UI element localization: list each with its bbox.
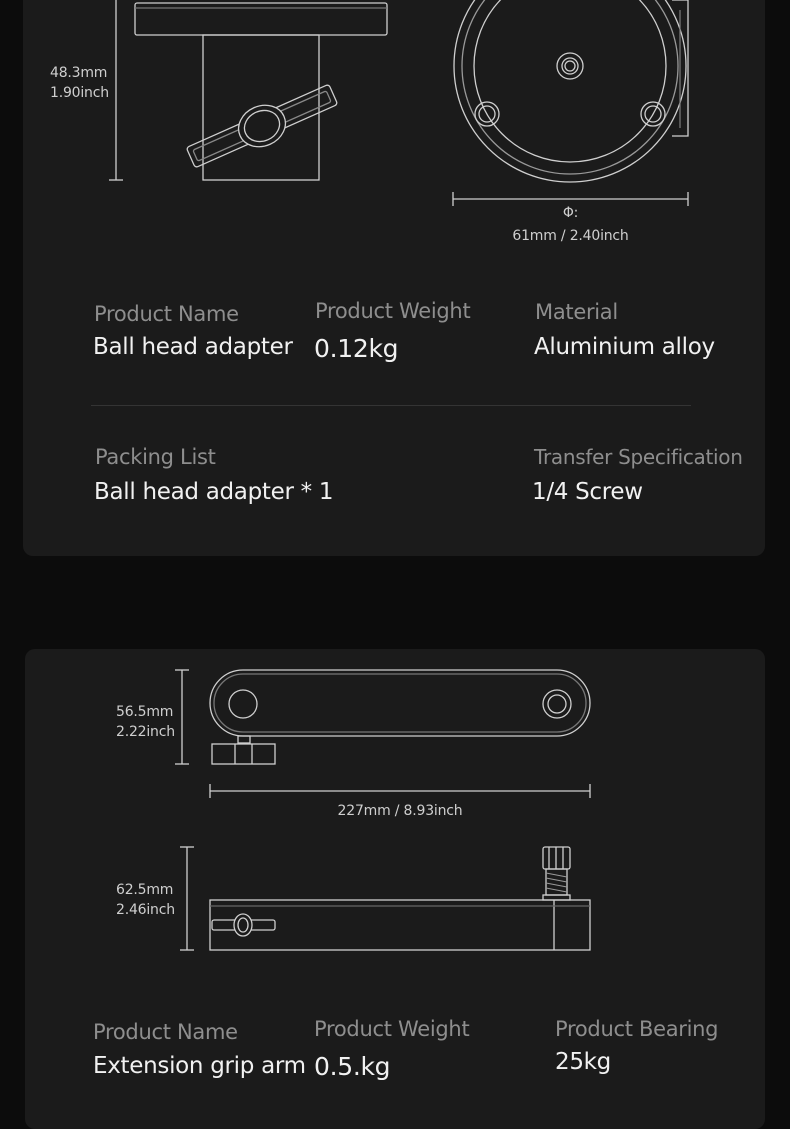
top-height-dimension-label: [116, 702, 175, 742]
arm-hole-left: [229, 690, 257, 718]
spec-label-packing-list: Packing List: [95, 445, 216, 469]
arm-top-view: [210, 670, 590, 736]
diameter-value: 61mm / 2.40inch: [512, 228, 629, 244]
spec-value-transfer-specification: 1/4 Screw: [532, 479, 643, 505]
arm-spec-label-product-name: Product Name: [93, 1020, 238, 1044]
spec-value-product-weight: 0.12kg: [314, 334, 399, 363]
side-height-dimension-label: [116, 880, 175, 920]
spec-value-material: Aluminium alloy: [534, 334, 715, 360]
length-dimension-label: 227mm / 8.93inch: [337, 803, 463, 819]
side-height-mm: 62.5mm: [116, 882, 174, 898]
side-height-inch: 2.46inch: [116, 902, 175, 918]
spec-value-product-name: Ball head adapter: [93, 334, 293, 360]
spec-label-material: Material: [535, 300, 618, 324]
arm-side-view: [210, 900, 590, 950]
arm-spec-value-product-bearing: 25kg: [555, 1049, 611, 1075]
arm-spec-value-product-name: Extension grip arm: [93, 1053, 306, 1079]
top-height-inch: 2.22inch: [116, 724, 175, 740]
spec-label-product-name: Product Name: [94, 302, 239, 326]
arm-knob: [212, 744, 275, 764]
diameter-symbol: Φ:: [562, 205, 579, 221]
spec-value-packing-list: Ball head adapter * 1: [94, 479, 334, 505]
arm-hole-right: [543, 690, 571, 718]
arm-spec-value-product-weight: 0.5.kg: [314, 1052, 391, 1081]
height-mm: 48.3mm: [50, 65, 108, 81]
spec-label-product-weight: Product Weight: [315, 299, 471, 323]
spec-label-transfer-specification: Transfer Specification: [534, 445, 743, 469]
arm-spec-label-product-weight: Product Weight: [314, 1017, 470, 1041]
top-height-mm: 56.5mm: [116, 704, 174, 720]
arm-spec-label-product-bearing: Product Bearing: [555, 1017, 719, 1041]
height-inch: 1.90inch: [50, 85, 109, 101]
